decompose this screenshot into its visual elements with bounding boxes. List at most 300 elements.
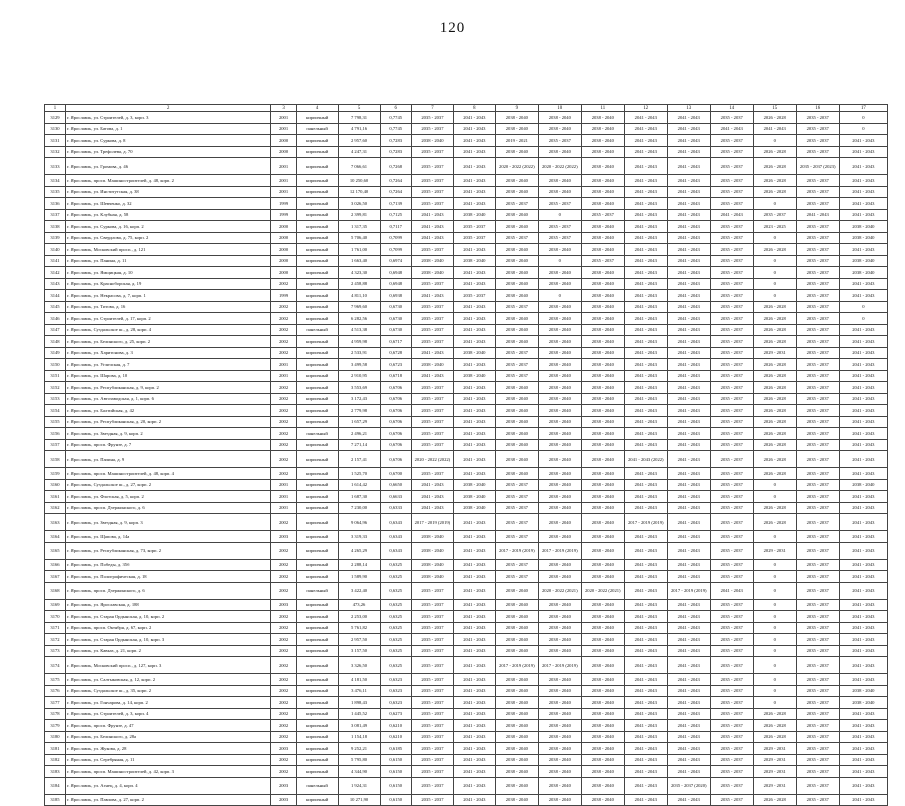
table-row — [45, 743, 888, 755]
data-cell: 2035 - 2037 — [411, 393, 453, 405]
data-cell: 0 — [839, 301, 887, 313]
table-row — [45, 324, 888, 336]
data-cell: 2041 - 2043 — [624, 611, 667, 623]
data-cell: 2035 - 2037 — [538, 135, 581, 147]
data-cell: 2020 - 2022 (2021) — [581, 582, 624, 599]
data-cell: 2041 - 2043 — [667, 209, 710, 221]
data-cell: 2041 - 2043 — [453, 559, 495, 571]
data-cell: 2041 - 2043 — [667, 370, 710, 382]
data-cell: 2038 - 2040 — [538, 611, 581, 623]
data-cell: 2038 - 2040 — [581, 514, 624, 531]
row-number-cell: 3181 — [45, 743, 66, 755]
data-cell: 2035 - 2037 — [796, 599, 839, 611]
data-cell: 0,6325 — [380, 657, 411, 674]
table-row — [45, 267, 888, 279]
data-cell: 2035 - 2037 — [796, 221, 839, 233]
table-row — [45, 766, 888, 778]
data-cell: 2041 - 2043 — [667, 359, 710, 371]
row-number-cell: 3157 — [45, 439, 66, 451]
data-cell: 2038 - 2040 — [581, 336, 624, 348]
data-cell: 5 706,40 — [338, 232, 380, 244]
data-cell: кирпичный — [296, 175, 338, 187]
data-cell: 2035 - 2037 — [411, 336, 453, 348]
data-cell: 2041 - 2043 — [839, 244, 887, 256]
data-cell: 2026 - 2028 — [753, 405, 796, 417]
data-cell: 2038 - 2040 — [495, 697, 538, 709]
data-cell: 2038 - 2040 — [538, 645, 581, 657]
data-cell: 2041 - 2043 — [453, 622, 495, 634]
data-cell: кирпичный — [296, 359, 338, 371]
address-cell: г. Ярославль, ул. Старая Ордынская, д. 10, корп. 2 — [65, 611, 271, 623]
data-cell: 2035 - 2037 — [710, 502, 753, 514]
data-cell: 2038 - 2040 — [581, 685, 624, 697]
data-cell: 2035 - 2037 — [411, 731, 453, 743]
row-number-cell: 3165 — [45, 542, 66, 559]
data-cell: 2041 - 2043 — [839, 720, 887, 732]
data-cell: 2035 - 2037 — [581, 255, 624, 267]
data-cell: 2002 — [271, 313, 296, 325]
address-cell: г. Ярославль, просп. Фрунзе, д. 7 — [65, 439, 271, 451]
data-cell: 2002 — [271, 657, 296, 674]
data-cell: 2035 - 2037 — [411, 382, 453, 394]
data-cell: 2038 - 2040 — [411, 255, 453, 267]
data-cell: 2038 - 2040 — [581, 405, 624, 417]
data-cell: 2041 - 2043 — [453, 451, 495, 468]
data-cell: 2035 - 2037 — [796, 542, 839, 559]
column-number-cell: 3 — [271, 105, 296, 112]
address-cell: г. Ярославль, ул. Шевченко, д. 32 — [65, 198, 271, 210]
data-cell: 2041 - 2043 — [624, 359, 667, 371]
data-cell: 4 513,38 — [338, 324, 380, 336]
data-cell: 0 — [753, 255, 796, 267]
data-cell: 2041 - 2043 — [624, 794, 667, 806]
data-cell: 4 323,30 — [338, 267, 380, 279]
data-cell: 2026 - 2028 — [753, 359, 796, 371]
data-cell: 2035 - 2037 — [796, 186, 839, 198]
data-cell: кирпичный — [296, 531, 338, 543]
data-cell: 2038 - 2040 — [538, 531, 581, 543]
data-cell: 2041 - 2043 — [839, 198, 887, 210]
data-cell: 2035 - 2037 — [710, 468, 753, 480]
data-cell: 2035 - 2037 — [710, 754, 753, 766]
data-cell: 2038 - 2040 — [581, 158, 624, 175]
data-cell: 2035 - 2037 — [411, 657, 453, 674]
data-cell: 2038 - 2040 — [495, 743, 538, 755]
data-cell: 2003 — [271, 531, 296, 543]
data-cell: 1999 — [271, 198, 296, 210]
row-number-cell: 3134 — [45, 175, 66, 187]
data-cell: 2041 - 2043 — [411, 347, 453, 359]
data-cell: 2038 - 2040 — [538, 112, 581, 124]
data-cell: 2041 - 2043 — [710, 123, 753, 135]
data-cell: 2026 - 2028 — [753, 324, 796, 336]
data-cell: 2038 - 2040 — [495, 451, 538, 468]
data-cell: 2041 - 2043 — [839, 146, 887, 158]
data-cell: 2041 - 2043 — [453, 731, 495, 743]
address-cell: г. Ярославль, ул. Институтская, д. 38 — [65, 186, 271, 198]
data-cell: 0 — [538, 255, 581, 267]
data-cell: кирпичный — [296, 290, 338, 302]
data-cell: 2035 - 2037 — [796, 359, 839, 371]
data-cell: 1 924,31 — [338, 777, 380, 794]
data-cell: 0 — [753, 685, 796, 697]
data-cell: 2035 - 2037 — [796, 198, 839, 210]
data-cell: 2041 - 2043 — [667, 674, 710, 686]
data-cell: 0,6728 — [380, 347, 411, 359]
data-cell: 0,6706 — [380, 393, 411, 405]
data-cell: 2000 — [271, 232, 296, 244]
data-cell: 0 — [753, 697, 796, 709]
data-cell: 2017 - 2019 (2019) — [538, 657, 581, 674]
address-cell: г. Ярославль, ул. Автозаводская, д. 1, корп. 6 — [65, 393, 271, 405]
data-cell: 2001 — [271, 491, 296, 503]
data-cell: 2035 - 2037 — [710, 370, 753, 382]
address-cell: г. Ярославль, ул. Некрасова, д. 7, корп. 1 — [65, 290, 271, 302]
data-cell: 2035 - 2037 — [495, 198, 538, 210]
data-cell: 473,26 — [338, 599, 380, 611]
data-cell: 2035 - 2037 — [710, 439, 753, 451]
data-cell: 2038 - 2040 — [495, 123, 538, 135]
data-cell: 2038 - 2040 — [538, 393, 581, 405]
data-cell: 2035 - 2037 — [495, 531, 538, 543]
address-cell: г. Ярославль, ул. Шарова, д. 10 — [65, 370, 271, 382]
data-cell: 2038 - 2040 — [581, 186, 624, 198]
data-cell: 2035 - 2037 — [495, 347, 538, 359]
data-cell: 2026 - 2028 — [753, 313, 796, 325]
row-number-cell: 3136 — [45, 198, 66, 210]
data-cell: 2038 - 2040 — [495, 777, 538, 794]
data-cell: 2038 - 2040 — [538, 559, 581, 571]
data-cell: 2002 — [271, 301, 296, 313]
row-number-cell: 3131 — [45, 135, 66, 147]
data-cell: 2038 - 2040 — [538, 766, 581, 778]
data-cell: 2001 — [271, 123, 296, 135]
data-cell: 2041 - 2043 — [667, 491, 710, 503]
data-cell: 2 957,50 — [338, 634, 380, 646]
data-cell: 2041 - 2043 — [453, 146, 495, 158]
data-cell: 2041 - 2043 — [453, 135, 495, 147]
data-cell: 2041 - 2043 — [839, 571, 887, 583]
data-cell: 2002 — [271, 439, 296, 451]
data-cell: 2041 - 2043 — [667, 571, 710, 583]
address-cell: г. Ярославль, ул. Панина, д. 11 — [65, 255, 271, 267]
data-cell: 2035 - 2037 — [411, 416, 453, 428]
address-cell: г. Ярославль, ул. Титова, д. 16 — [65, 301, 271, 313]
data-cell: 2038 - 2040 — [581, 731, 624, 743]
data-cell: 2035 - 2037 — [710, 393, 753, 405]
data-cell: 1 898,43 — [338, 697, 380, 709]
data-cell: 2041 - 2043 — [624, 232, 667, 244]
data-cell: 0,6343 — [380, 542, 411, 559]
address-cell: г. Ярославль, ул. Полиграфическая, д. 18 — [65, 571, 271, 583]
data-cell: 2002 — [271, 685, 296, 697]
table-row — [45, 542, 888, 559]
data-cell: 2041 - 2043 — [624, 708, 667, 720]
data-cell: 2035 - 2037 — [710, 611, 753, 623]
data-cell: 2035 - 2037 — [411, 674, 453, 686]
data-cell: 2041 - 2043 — [453, 582, 495, 599]
data-cell: 2035 - 2037 — [796, 766, 839, 778]
data-cell: 0,6700 — [380, 468, 411, 480]
data-cell: 2035 - 2037 — [710, 674, 753, 686]
table-row — [45, 209, 888, 221]
address-cell: г. Ярославль, ул. Папина, д. 9 — [65, 451, 271, 468]
data-cell: 2035 - 2037 — [796, 611, 839, 623]
data-cell: 2038 - 2040 — [581, 221, 624, 233]
data-cell: 2026 - 2028 — [753, 370, 796, 382]
data-cell: 2041 - 2043 — [839, 743, 887, 755]
column-number-cell: 16 — [796, 105, 839, 112]
data-cell: 0 — [753, 278, 796, 290]
data-cell: 2041 - 2043 — [839, 158, 887, 175]
data-cell: 0 — [753, 571, 796, 583]
data-cell: 2035 - 2037 — [495, 232, 538, 244]
row-number-cell: 3141 — [45, 255, 66, 267]
table-row — [45, 135, 888, 147]
address-cell: г. Ярославль, ул. Республиканская, д. 9, корп. 2 — [65, 382, 271, 394]
data-cell: 0,7264 — [380, 186, 411, 198]
data-cell: 2041 - 2043 — [453, 158, 495, 175]
data-cell: 0 — [753, 232, 796, 244]
data-cell: 2038 - 2040 — [538, 502, 581, 514]
data-cell: 2038 - 2040 — [495, 382, 538, 394]
data-cell: 2035 - 2037 — [710, 571, 753, 583]
data-cell: 2035 - 2037 — [411, 468, 453, 480]
data-cell: 2041 - 2043 — [667, 186, 710, 198]
data-cell: 2019 - 2021 — [495, 135, 538, 147]
data-cell: 0,7099 — [380, 244, 411, 256]
data-cell: 2038 - 2040 — [538, 123, 581, 135]
data-cell: кирпичный — [296, 158, 338, 175]
data-cell: 2041 - 2043 — [624, 175, 667, 187]
data-cell: 2035 - 2037 — [710, 720, 753, 732]
data-cell: 1 445,52 — [338, 708, 380, 720]
data-cell: 0,7117 — [380, 221, 411, 233]
data-cell: 10 271,90 — [338, 794, 380, 806]
data-cell: 2041 - 2043 — [667, 313, 710, 325]
data-cell: 2035 - 2037 — [411, 186, 453, 198]
table-row — [45, 198, 888, 210]
table-row — [45, 451, 888, 468]
data-cell: 2035 - 2037 — [411, 428, 453, 440]
data-cell: 2038 - 2040 — [495, 720, 538, 732]
data-cell: 2002 — [271, 559, 296, 571]
data-cell: 2041 - 2043 — [667, 336, 710, 348]
data-cell: 2041 - 2043 — [624, 267, 667, 279]
data-cell: 2041 - 2043 — [839, 347, 887, 359]
data-cell: 2038 - 2040 — [495, 766, 538, 778]
data-cell: 0,6325 — [380, 599, 411, 611]
data-cell: кирпичный — [296, 766, 338, 778]
data-cell: 2038 - 2040 — [411, 267, 453, 279]
row-number-cell: 3145 — [45, 301, 66, 313]
data-cell: 2026 - 2028 — [753, 112, 796, 124]
address-cell: г. Ярославль, ул. Свердлова, д. 75, корп. 2 — [65, 232, 271, 244]
data-cell: 2038 - 2040 — [495, 112, 538, 124]
data-cell: 1 663,40 — [338, 255, 380, 267]
data-cell: 2001 — [271, 158, 296, 175]
data-cell: 2017 - 2019 (2019) — [624, 514, 667, 531]
data-cell: кирпичный — [296, 611, 338, 623]
data-cell: 2002 — [271, 571, 296, 583]
data-cell: 0,6706 — [380, 428, 411, 440]
data-cell: 2035 - 2037 — [710, 146, 753, 158]
row-number-cell: 3149 — [45, 347, 66, 359]
data-cell: 0 — [839, 123, 887, 135]
table-row — [45, 313, 888, 325]
data-cell: 2035 - 2037 — [796, 370, 839, 382]
data-cell: 2041 - 2043 — [624, 290, 667, 302]
data-cell: 2035 - 2037 — [710, 645, 753, 657]
data-cell: 2035 - 2037 — [796, 582, 839, 599]
data-cell: 2035 - 2037 — [710, 382, 753, 394]
table-row — [45, 123, 888, 135]
data-cell: 2038 - 2040 — [411, 542, 453, 559]
data-cell: 2038 - 2040 — [495, 324, 538, 336]
data-cell: 2038 - 2040 — [538, 479, 581, 491]
data-cell: 2 399,81 — [338, 209, 380, 221]
data-cell: 2035 - 2037 — [710, 198, 753, 210]
data-cell: 2041 - 2043 — [667, 123, 710, 135]
data-cell: 2020 - 2022 (2022) — [538, 158, 581, 175]
row-number-cell: 3167 — [45, 571, 66, 583]
data-cell: 2038 - 2040 — [495, 674, 538, 686]
data-cell: 2035 - 2037 — [796, 123, 839, 135]
data-cell: 0,6185 — [380, 743, 411, 755]
address-cell: г. Ярославль, ул. Республиканская, д. 73, корп. 2 — [65, 542, 271, 559]
data-cell: 2038 - 2040 — [581, 123, 624, 135]
data-cell: 2041 - 2043 — [667, 244, 710, 256]
row-number-cell: 3137 — [45, 209, 66, 221]
data-cell: 2041 - 2043 — [624, 209, 667, 221]
address-cell: г. Ярославль, просп. Машиностроителей, д. 42, корп. 3 — [65, 766, 271, 778]
data-cell: 0,6343 — [380, 531, 411, 543]
data-cell: 2041 - 2043 — [453, 514, 495, 531]
column-number-cell: 15 — [753, 105, 796, 112]
data-cell: 2041 - 2043 — [667, 645, 710, 657]
row-number-cell: 3138 — [45, 221, 66, 233]
data-cell: 0,7745 — [380, 112, 411, 124]
data-cell: 2041 - 2043 — [667, 599, 710, 611]
data-cell: 0,6325 — [380, 634, 411, 646]
data-cell: 2038 - 2040 — [581, 794, 624, 806]
data-cell: 2041 - 2043 — [453, 123, 495, 135]
data-cell: 0,7125 — [380, 209, 411, 221]
data-cell: 2038 - 2040 — [495, 186, 538, 198]
data-cell: 0,6633 — [380, 491, 411, 503]
data-cell: 2038 - 2040 — [581, 278, 624, 290]
data-cell: 1 657,29 — [338, 416, 380, 428]
data-cell: 2035 - 2037 — [710, 158, 753, 175]
data-cell: 2035 - 2037 — [495, 559, 538, 571]
data-cell: 2041 - 2043 — [624, 685, 667, 697]
data-cell: 2035 - 2037 — [796, 794, 839, 806]
data-cell: 2035 - 2037 — [796, 674, 839, 686]
address-cell: г. Ярославль, ул. Салтыковская, д. 12, корп. 2 — [65, 674, 271, 686]
data-cell: 5 761,82 — [338, 622, 380, 634]
data-cell: 2035 - 2037 — [710, 186, 753, 198]
data-cell: 2026 - 2028 — [753, 720, 796, 732]
data-cell: 2035 - 2037 — [796, 267, 839, 279]
data-cell: кирпичный — [296, 135, 338, 147]
data-cell: кирпичный — [296, 405, 338, 417]
table-row — [45, 657, 888, 674]
data-cell: кирпичный — [296, 112, 338, 124]
table-row — [45, 301, 888, 313]
data-cell: 2038 - 2040 — [581, 244, 624, 256]
data-cell: 2041 - 2043 — [624, 301, 667, 313]
data-cell: 2026 - 2028 — [753, 158, 796, 175]
address-cell: г. Ярославль, ул. Республиканская, д. 20, корп. 2 — [65, 416, 271, 428]
data-cell: 0,6273 — [380, 708, 411, 720]
address-cell: г. Ярославль, ул. Павлова, д. 27, корп. 2 — [65, 794, 271, 806]
data-cell: 2035 - 2037 — [411, 324, 453, 336]
data-cell: 2001 — [271, 175, 296, 187]
row-number-cell: 3135 — [45, 186, 66, 198]
data-cell: 2035 - 2037 — [411, 301, 453, 313]
address-cell: г. Ярославль, ул. Ямщицкая, д. 10 — [65, 267, 271, 279]
address-cell: г. Ярославль, Московский просп., д. 127, корп. 3 — [65, 657, 271, 674]
table-row — [45, 708, 888, 720]
data-cell: 2038 - 2040 — [839, 221, 887, 233]
data-cell: 2041 - 2043 — [839, 468, 887, 480]
data-cell: 2041 - 2043 — [624, 313, 667, 325]
data-cell: 0,6948 — [380, 278, 411, 290]
data-cell: 1 317,35 — [338, 221, 380, 233]
data-cell: 2035 - 2037 — [495, 571, 538, 583]
data-cell: 3 081,49 — [338, 720, 380, 732]
data-cell: 0 — [753, 531, 796, 543]
data-cell: 2038 - 2040 — [495, 290, 538, 302]
data-cell: кирпичный — [296, 209, 338, 221]
table-row — [45, 439, 888, 451]
data-cell: 2041 - 2043 — [753, 123, 796, 135]
data-cell: 0 — [753, 290, 796, 302]
data-cell: 2041 - 2043 — [624, 697, 667, 709]
address-cell: г. Ярославль, ул. Серебряная, д. 11 — [65, 754, 271, 766]
data-cell: 2038 - 2040 — [495, 622, 538, 634]
data-cell: 2041 - 2043 — [667, 697, 710, 709]
data-cell: 2026 - 2028 — [753, 186, 796, 198]
data-cell: 2041 - 2043 — [839, 542, 887, 559]
data-cell: 2038 - 2040 — [495, 794, 538, 806]
data-cell: 2041 - 2043 — [839, 186, 887, 198]
data-cell: 2038 - 2040 — [581, 146, 624, 158]
address-cell: г. Ярославль, ул. Громова, д. 46 — [65, 158, 271, 175]
data-cell: 2041 - 2043 — [839, 405, 887, 417]
data-cell: 2002 — [271, 622, 296, 634]
data-cell: 2035 - 2037 — [581, 209, 624, 221]
data-cell: 2035 - 2037 — [796, 336, 839, 348]
data-cell: 0 — [538, 209, 581, 221]
data-cell: 2035 - 2037 — [710, 708, 753, 720]
data-cell: 2038 - 2040 — [495, 439, 538, 451]
table-row — [45, 428, 888, 440]
data-cell: 2038 - 2040 — [538, 313, 581, 325]
data-cell: 2041 - 2043 — [453, 743, 495, 755]
data-cell: 2035 - 2037 — [796, 428, 839, 440]
data-cell: 2026 - 2028 — [753, 451, 796, 468]
data-cell: кирпичный — [296, 370, 338, 382]
data-cell: 2038 - 2040 — [538, 244, 581, 256]
data-cell: 0 — [753, 599, 796, 611]
data-cell: 7 066,61 — [338, 158, 380, 175]
table-row — [45, 244, 888, 256]
data-cell: 2035 - 2037 — [411, 405, 453, 417]
data-cell: 2038 - 2040 — [581, 720, 624, 732]
data-cell: 2038 - 2040 — [495, 731, 538, 743]
data-cell: 2 458,88 — [338, 278, 380, 290]
